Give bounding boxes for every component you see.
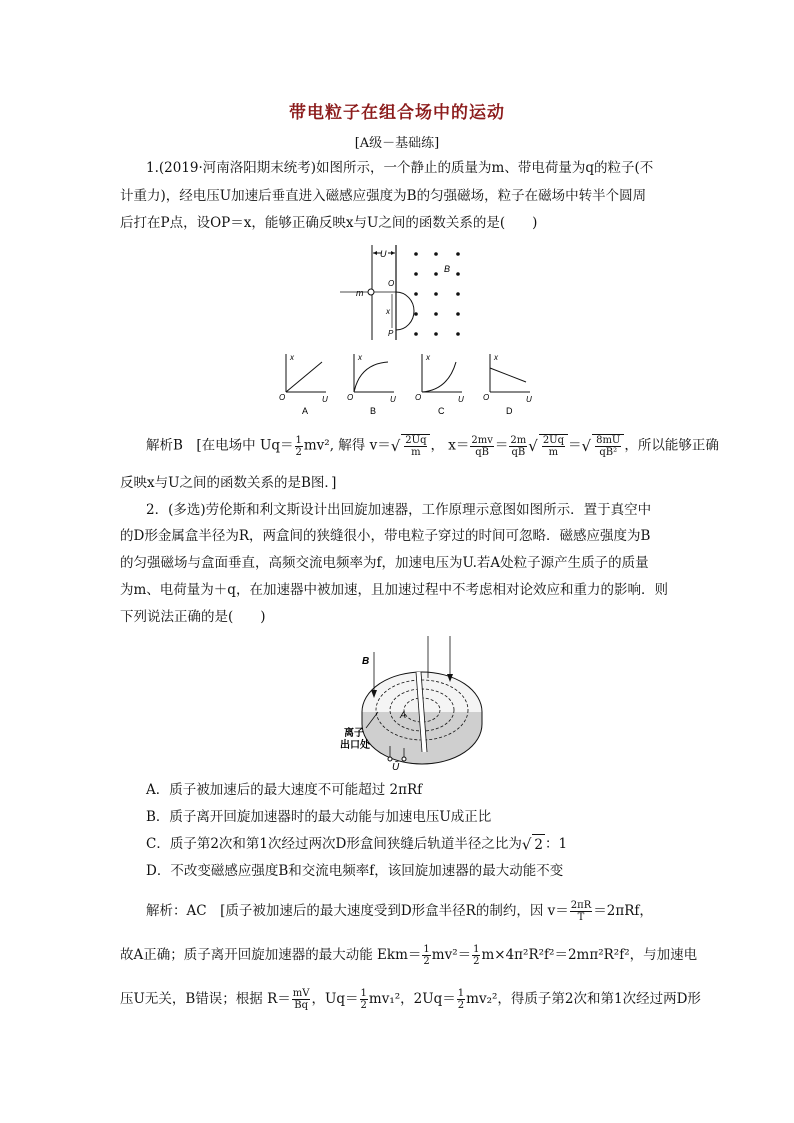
svg-text:O: O bbox=[347, 393, 354, 402]
label-exit-1: 离子 bbox=[344, 728, 364, 739]
q1-solution-line-1: 解析B [在电场中 Uq＝ $\frac{1}{2}$ mv², 解得 v＝√ $\frac{2Uq}{m}$ ， x＝ $\frac{2mv}{qB}$ ＝ $\frac{2m}{qB}$ √ $\frac{2Uq}{m}$ ＝√ $\frac{8mU}{\text{qB²}}$ ，所以能够正确 bbox=[146, 434, 719, 458]
q2-line-5: 下列说法正确的是( ) bbox=[120, 609, 266, 625]
graph-D bbox=[483, 353, 532, 416]
label-U: U bbox=[380, 249, 387, 259]
q2-line-3: 的匀强磁场与盒面垂直，高频交流电频率为f，加速电压为U.若A处粒子源产生质子的质量 bbox=[120, 555, 649, 571]
svg-text:x: x bbox=[290, 353, 294, 362]
label-B: B bbox=[444, 264, 451, 274]
q2-option-B: B．质子离开回旋加速器时的最大动能与加速电压U成正比 bbox=[146, 809, 492, 825]
q2-solution-line-3: 压U无关，B错误；根据 R＝ $\frac{mV}{Bq}$ ，Uq＝ $\frac{1}{2}$ mv₁²，2Uq＝ $\frac{1}{2}$ mv₂²，得质子第2次和第1次经过两D形 bbox=[120, 988, 701, 1011]
graph-A-label: A bbox=[302, 406, 309, 416]
svg-text:O: O bbox=[279, 393, 286, 402]
q2-option-A: A．质子被加速后的最大速度不可能超过 2πRf bbox=[146, 782, 423, 798]
q1-line-3: 后打在P点，设OP＝x，能够正确反映x与U之间的函数关系的是( ) bbox=[120, 215, 538, 231]
graph-D-label: D bbox=[506, 406, 513, 416]
q1-solution-line-2: 反映x与U之间的函数关系的是B图．] bbox=[120, 475, 337, 491]
q2-option-D: D．不改变磁感应强度B和交流电频率f，该回旋加速器的最大动能不变 bbox=[146, 863, 564, 879]
q1-line-2: 计重力)，经电压U加速后垂直进入磁感应强度为B的匀强磁场，粒子在磁场中转半个圆周 bbox=[120, 188, 647, 204]
svg-text:x: x bbox=[494, 353, 498, 362]
svg-text:x: x bbox=[426, 353, 430, 362]
section-label: [A级－基础练] bbox=[354, 136, 440, 151]
graph-C bbox=[415, 353, 464, 416]
label-x: x bbox=[386, 307, 390, 316]
label-exit-2: 出口处 bbox=[340, 740, 370, 751]
q1-option-graphs bbox=[276, 350, 536, 420]
svg-text:U: U bbox=[322, 395, 328, 404]
q2-line-2: 的D形金属盒半径为R，两盒间的狭缝很小，带电粒子穿过的时间可忽略．磁感应强度为B bbox=[120, 528, 651, 544]
label-B: B bbox=[362, 656, 370, 667]
q1-line-1: 1.(2019·河南洛阳期末统考)如图所示，一个静止的质量为m、带电荷量为q的粒子(不 bbox=[146, 160, 654, 176]
q1-apparatus-figure bbox=[330, 240, 480, 350]
page-title: 带电粒子在组合场中的运动 bbox=[289, 103, 505, 123]
label-P: P bbox=[388, 329, 394, 338]
q2-cyclotron-figure bbox=[330, 632, 500, 770]
svg-text:O: O bbox=[415, 393, 422, 402]
label-O: O bbox=[388, 279, 395, 288]
q2-solution-line-2: 故A正确；质子离开回旋加速器的最大动能 Ekm＝ $\frac{1}{2}$ mv²＝ $\frac{1}{2}$ m×4π²R²f²＝2mπ²R²f²，与加速电 bbox=[120, 944, 698, 967]
svg-text:x: x bbox=[358, 353, 362, 362]
label-m: m bbox=[356, 288, 364, 298]
graph-C-label: C bbox=[438, 406, 445, 416]
svg-text:O: O bbox=[483, 393, 490, 402]
graph-A bbox=[279, 353, 328, 416]
graph-B bbox=[347, 353, 396, 416]
graph-B-label: B bbox=[370, 406, 377, 416]
q2-solution-line-1: 解析：AC [质子被加速后的最大速度受到D形盒半径R的制约，因 v＝ $\frac{2\pi R}{T}$ ＝2πRf， bbox=[146, 900, 653, 923]
svg-text:U: U bbox=[458, 395, 464, 404]
label-U-ac: Ũ bbox=[392, 762, 400, 770]
q2-line-4: 为m、电荷量为＋q，在加速器中被加速，且加速过程中不考虑相对论效应和重力的影响．则 bbox=[120, 582, 668, 598]
magnetic-field-dots bbox=[414, 252, 460, 336]
q2-line-1: 2．(多选)劳伦斯和利文斯设计出回旋加速器，工作原理示意图如图所示．置于真空中 bbox=[146, 502, 652, 518]
label-A: A bbox=[400, 710, 407, 720]
q2-option-C: C．质子第2次和第1次经过两次D形盒间狭缝后轨道半径之比为√ 2 ：1 bbox=[146, 835, 568, 854]
svg-text:U: U bbox=[390, 395, 396, 404]
svg-text:U: U bbox=[526, 395, 532, 404]
